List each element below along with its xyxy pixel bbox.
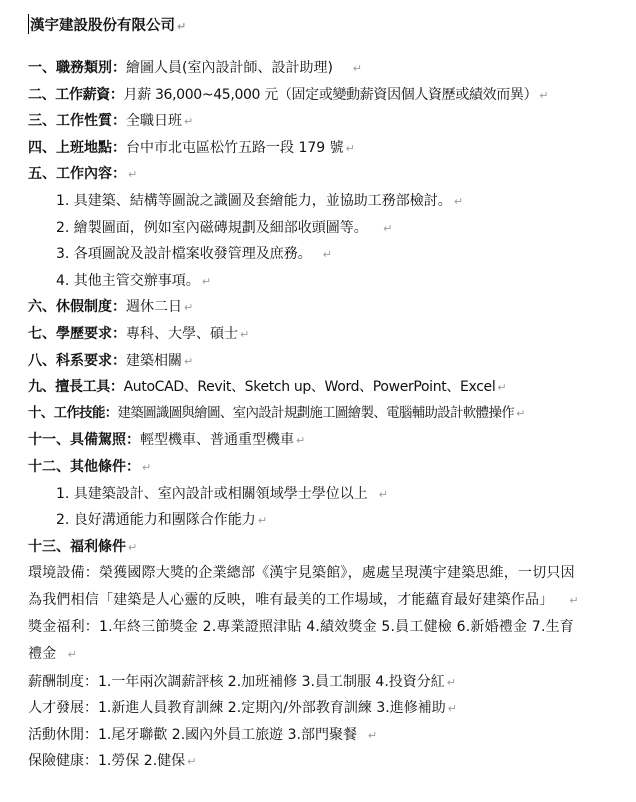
duty-list-item bbox=[28, 268, 636, 295]
item-job-nature bbox=[28, 108, 636, 135]
company-title: 漢宇建設股份有限公司 bbox=[30, 18, 175, 34]
item-label: 九、擅長工具： bbox=[28, 379, 124, 396]
benefit-label: 活動休閒： bbox=[28, 726, 98, 743]
item-label: 五、工作內容： bbox=[28, 166, 126, 183]
condition-text: 1. 具建築設計、室內設計或相關領域學士學位以上 bbox=[56, 485, 368, 502]
condition-list-item bbox=[28, 481, 636, 508]
item-job-category bbox=[28, 55, 636, 82]
item-value: 專科、大學、碩士 bbox=[126, 325, 238, 342]
benefit-value: 1.尾牙聯歡 2.國內外員工旅遊 3.部門聚餐 bbox=[98, 726, 357, 743]
duty-text: 1. 具建築、結構等圖說之識圖及套繪能力，並協助工務部檢討。 bbox=[56, 192, 452, 209]
paragraph-mark-icon: ↵ bbox=[128, 168, 138, 182]
benefit-value: 1.勞保 2.健保 bbox=[98, 753, 186, 770]
item-value: 繪圖人員(室內設計師、設計助理) bbox=[126, 60, 333, 76]
paragraph-mark-icon: ↵ bbox=[446, 675, 456, 689]
duty-text: 2. 繪製圖面，例如室內磁磚規劃及細部收頭圖等。 bbox=[56, 219, 368, 236]
benefit-value: 1.年終三節獎金 2.專業證照津貼 4.績效獎金 5.員工健檢 6.新婚禮金 7.生育禮金 bbox=[28, 619, 574, 663]
paragraph-mark-icon: ↵ bbox=[447, 702, 457, 716]
benefit-label: 保險健康： bbox=[28, 753, 98, 770]
item-value: 週休二日 bbox=[126, 299, 182, 316]
duty-list-item bbox=[28, 188, 636, 215]
paragraph-mark-icon: ↵ bbox=[516, 406, 525, 420]
text-cursor bbox=[28, 14, 29, 34]
company-title-line bbox=[28, 14, 636, 36]
benefit-bonus bbox=[28, 614, 588, 668]
item-value: 月薪 36,000~45,000 元（固定或變動薪資因個人資歷或績效而異） bbox=[123, 86, 538, 103]
item-label: 八、科系要求： bbox=[28, 352, 126, 369]
item-tools bbox=[28, 374, 636, 401]
duty-list-item bbox=[28, 215, 636, 242]
paragraph-mark-icon: ↵ bbox=[367, 728, 378, 742]
paragraph-mark-icon: ↵ bbox=[539, 88, 549, 102]
paragraph-mark-icon: ↵ bbox=[345, 141, 355, 155]
benefit-environment bbox=[28, 560, 588, 614]
condition-text: 2. 良好溝通能力和團隊合作能力 bbox=[56, 512, 256, 529]
benefit-label: 環境設備： bbox=[28, 565, 99, 582]
item-label: 十一、具備駕照： bbox=[28, 432, 140, 449]
paragraph-mark-icon: ↵ bbox=[240, 327, 250, 341]
benefit-value: 榮獲國際大獎的企業總部《漢宇見築館》，處處呈現漢宇建築思維，一切只因為我們相信「建築是人心靈的反映，唯有最美的工作場域，才能蘊育最好建築作品」 bbox=[28, 565, 575, 608]
paragraph-mark-icon: ↵ bbox=[142, 460, 152, 474]
benefit-salary-system bbox=[28, 669, 636, 696]
paragraph-mark-icon: ↵ bbox=[296, 434, 306, 448]
item-license bbox=[28, 427, 636, 454]
benefit-talent-development bbox=[28, 695, 636, 722]
item-label: 三、工作性質： bbox=[28, 113, 126, 130]
paragraph-mark-icon: ↵ bbox=[184, 301, 194, 315]
item-other-conditions bbox=[28, 454, 636, 481]
duty-text: 3. 各項圖說及設計檔案收發管理及庶務。 bbox=[56, 246, 312, 263]
paragraph-mark-icon: ↵ bbox=[201, 274, 212, 288]
paragraph-mark-icon: ↵ bbox=[128, 540, 138, 554]
paragraph-mark-icon: ↵ bbox=[322, 248, 332, 262]
paragraph-mark-icon: ↵ bbox=[184, 115, 194, 129]
benefits-heading: 十三、福利條件 bbox=[28, 538, 126, 555]
item-label: 十、工作技能： bbox=[28, 405, 118, 421]
benefit-label: 人才發展： bbox=[28, 700, 98, 717]
benefit-label: 獎金福利： bbox=[28, 619, 99, 636]
benefit-insurance bbox=[28, 748, 636, 775]
item-value: 台中市北屯區松竹五路一段 179 號 bbox=[126, 139, 344, 156]
paragraph-mark-icon: ↵ bbox=[177, 20, 187, 33]
duty-list-item bbox=[28, 241, 636, 268]
item-label: 二、工作薪資： bbox=[28, 86, 124, 103]
paragraph-mark-icon: ↵ bbox=[257, 514, 268, 528]
paragraph-mark-icon: ↵ bbox=[383, 221, 393, 235]
item-label: 十二、其他條件： bbox=[28, 458, 140, 475]
item-value: AutoCAD、Revit、Sketch up、Word、PowerPoint、Excel bbox=[123, 379, 496, 396]
item-value: 全職日班 bbox=[126, 113, 182, 130]
paragraph-mark-icon: ↵ bbox=[569, 593, 579, 607]
item-education bbox=[28, 321, 636, 348]
item-label: 一、職務類別： bbox=[28, 60, 126, 76]
benefits-heading-line bbox=[28, 534, 636, 561]
item-value: 輕型機車、普通重型機車 bbox=[140, 432, 294, 449]
benefit-activities bbox=[28, 722, 636, 749]
item-label: 六、休假制度： bbox=[28, 299, 126, 316]
paragraph-mark-icon: ↵ bbox=[187, 755, 197, 769]
paragraph-mark-icon: ↵ bbox=[453, 194, 464, 208]
paragraph-mark-icon: ↵ bbox=[67, 648, 78, 662]
item-major bbox=[28, 348, 636, 375]
benefit-label: 薪酬制度： bbox=[28, 673, 98, 690]
item-value: 建築圖識圖與繪圖、室內設計規劃施工圖繪製、電腦輔助設計軟體操作 bbox=[117, 405, 515, 421]
benefit-value: 1.新進人員教育訓練 2.定期內/外部教育訓練 3.進修補助 bbox=[98, 700, 446, 717]
item-value: 建築相關 bbox=[126, 352, 182, 369]
item-salary bbox=[28, 82, 636, 109]
item-label: 四、上班地點： bbox=[28, 139, 126, 156]
item-label: 七、學歷要求： bbox=[28, 325, 126, 342]
item-job-content bbox=[28, 161, 636, 188]
condition-list-item bbox=[28, 507, 636, 534]
duty-text: 4. 其他主管交辦事項。 bbox=[56, 272, 200, 289]
paragraph-mark-icon: ↵ bbox=[184, 354, 194, 368]
paragraph-mark-icon: ↵ bbox=[497, 381, 507, 395]
item-work-location bbox=[28, 135, 636, 162]
benefit-value: 1.一年兩次調薪評核 2.加班補修 3.員工制服 4.投資分紅 bbox=[98, 673, 445, 690]
item-leave-system bbox=[28, 294, 636, 321]
paragraph-mark-icon: ↵ bbox=[378, 487, 388, 501]
paragraph-mark-icon: ↵ bbox=[352, 62, 362, 75]
item-skills bbox=[28, 401, 636, 428]
